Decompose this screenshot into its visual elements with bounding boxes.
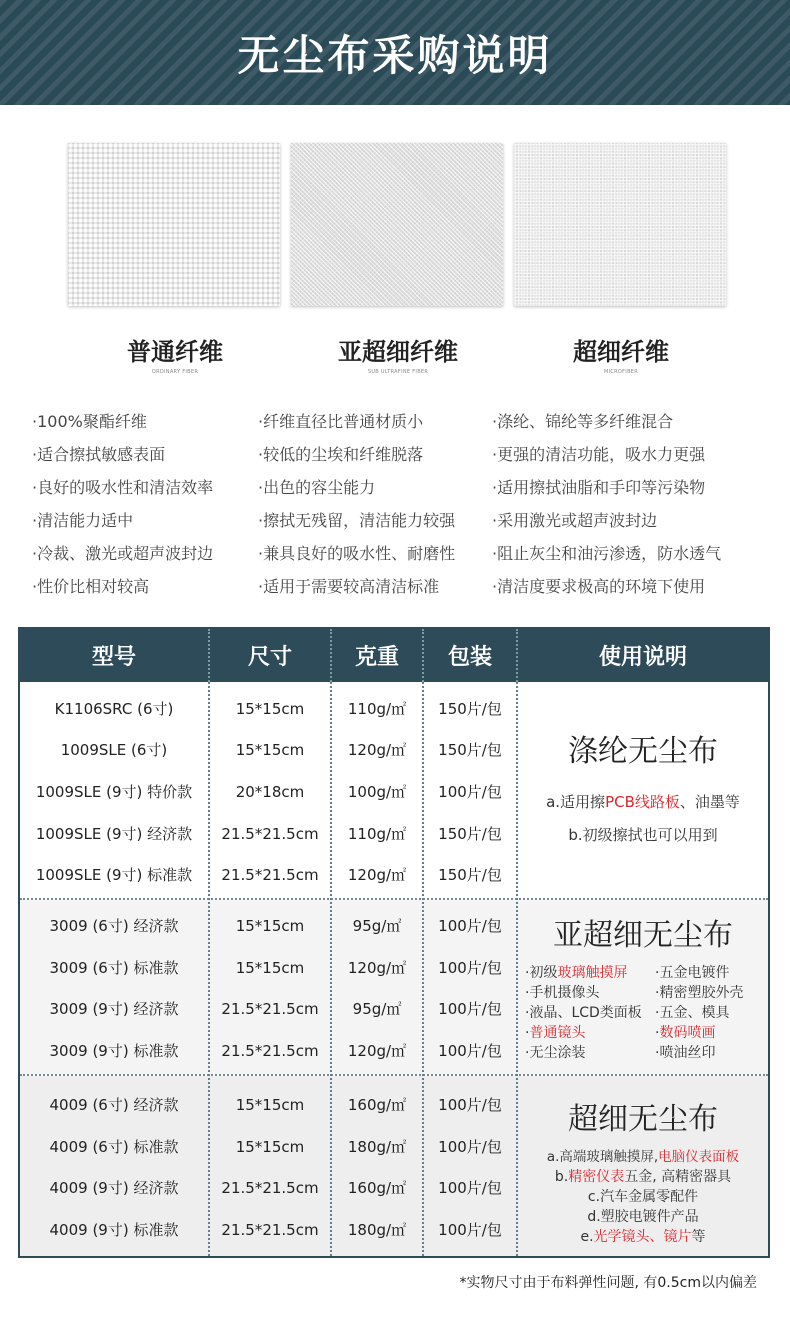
cell-size: 21.5*21.5cm bbox=[221, 866, 319, 884]
features-ordinary bbox=[32, 410, 213, 608]
usage-app-item: ·五金、模具 bbox=[655, 1005, 730, 1021]
cell-model: 1009SLE (9寸) 特价款 bbox=[35, 783, 193, 801]
feature-item: ·适用于需要较高清洁标准 bbox=[258, 577, 440, 596]
features-microfiber bbox=[492, 410, 721, 608]
cell-model: 4009 (6寸) 经济款 bbox=[49, 1096, 179, 1114]
cell-weight: 180g/㎡ bbox=[347, 1138, 407, 1156]
feature-item: ·兼具良好的吸水性、耐磨性 bbox=[258, 544, 456, 563]
usage-title-microfiber: 超细无尘布 bbox=[568, 1102, 718, 1137]
usage-app-item: ·手机摄像头 bbox=[525, 985, 600, 1001]
cell-size: 15*15cm bbox=[235, 1096, 305, 1114]
table-group-polyester bbox=[20, 682, 768, 899]
header-divider bbox=[330, 629, 332, 682]
usage-app-item: ·液晶、LCD类面板 bbox=[525, 1005, 642, 1021]
feature-item: ·冷裁、激光或超声波封边 bbox=[32, 544, 214, 563]
table-group-sub-ultrafine bbox=[20, 900, 768, 1074]
cell-model: 4009 (6寸) 标准款 bbox=[49, 1138, 179, 1156]
product-table bbox=[18, 627, 770, 1258]
cell-model: 3009 (9寸) 经济款 bbox=[49, 1000, 179, 1018]
cell-package: 100片/包 bbox=[438, 1042, 502, 1060]
fiber-subtitle-ordinary: ORDINARY FIBER bbox=[151, 369, 199, 375]
cell-size: 15*15cm bbox=[235, 741, 305, 759]
cell-model: 1009SLE (6寸) bbox=[60, 741, 168, 759]
usage-app-item: ·精密塑胶外壳 bbox=[655, 985, 744, 1001]
cell-package: 150片/包 bbox=[438, 700, 502, 718]
cell-size: 21.5*21.5cm bbox=[221, 1000, 319, 1018]
cell-model: 3009 (9寸) 标准款 bbox=[49, 1042, 179, 1060]
features-sub-ultrafine bbox=[258, 410, 455, 608]
feature-item: ·纤维直径比普通材质小 bbox=[258, 412, 424, 431]
cell-package: 100片/包 bbox=[438, 1221, 502, 1239]
fiber-title-sub-ultrafine: 亚超细纤维 bbox=[338, 338, 458, 366]
column-divider bbox=[422, 682, 424, 1256]
cell-weight: 120g/㎡ bbox=[347, 959, 407, 977]
cell-weight: 120g/㎡ bbox=[347, 741, 407, 759]
column-divider bbox=[516, 682, 518, 1256]
cell-weight: 95g/㎡ bbox=[352, 1000, 402, 1018]
usage-line-a: a.高端玻璃触摸屏,电脑仪表面板 bbox=[546, 1149, 740, 1165]
cell-size: 15*15cm bbox=[235, 917, 305, 935]
cell-package: 100片/包 bbox=[438, 1000, 502, 1018]
cell-package: 150片/包 bbox=[438, 825, 502, 843]
cell-size: 21.5*21.5cm bbox=[221, 1221, 319, 1239]
cell-package: 100片/包 bbox=[438, 917, 502, 935]
cell-size: 15*15cm bbox=[235, 959, 305, 977]
usage-app-item: ·初级玻璃触摸屏 bbox=[525, 965, 628, 981]
header-divider bbox=[422, 629, 424, 682]
footnote: *实物尺寸由于布料弹性问题, 有0.5cm以内偏差 bbox=[459, 1275, 757, 1291]
cell-weight: 160g/㎡ bbox=[347, 1096, 407, 1114]
header-size: 尺寸 bbox=[247, 645, 292, 670]
feature-item: ·100%聚酯纤维 bbox=[32, 412, 147, 431]
cell-model: 4009 (9寸) 标准款 bbox=[49, 1221, 179, 1239]
cell-weight: 120g/㎡ bbox=[347, 1042, 407, 1060]
cell-package: 100片/包 bbox=[438, 1179, 502, 1197]
usage-line-d: d.塑胶电镀件产品 bbox=[587, 1209, 699, 1225]
feature-item: ·采用激光或超声波封边 bbox=[492, 511, 658, 530]
table-group-microfiber bbox=[20, 1076, 768, 1256]
cell-model: 3009 (6寸) 经济款 bbox=[49, 917, 179, 935]
fiber-title-ordinary: 普通纤维 bbox=[127, 338, 223, 366]
page-title: 无尘布采购说明 bbox=[237, 30, 553, 80]
cell-package: 150片/包 bbox=[438, 741, 502, 759]
feature-item: ·良好的吸水性和清洁效率 bbox=[32, 478, 214, 497]
table-header bbox=[20, 629, 768, 682]
cell-size: 20*18cm bbox=[235, 783, 305, 801]
usage-line-pcb: a.适用擦PCB线路板、油墨等 bbox=[546, 793, 740, 811]
cell-package: 150片/包 bbox=[438, 866, 502, 884]
usage-title-polyester: 涤纶无尘布 bbox=[568, 734, 718, 769]
usage-app-item: ·数码喷画 bbox=[655, 1025, 716, 1041]
usage-app-item: ·普通镜头 bbox=[525, 1025, 586, 1041]
feature-item: ·更强的清洁功能，吸水力更强 bbox=[492, 445, 706, 464]
cell-weight: 120g/㎡ bbox=[347, 866, 407, 884]
cell-package: 100片/包 bbox=[438, 1096, 502, 1114]
feature-item: ·擦拭无残留，清洁能力较强 bbox=[258, 511, 456, 530]
fiber-subtitle-microfiber: MICROFIBER bbox=[603, 369, 639, 375]
cell-model: 1009SLE (9寸) 经济款 bbox=[35, 825, 193, 843]
cell-size: 21.5*21.5cm bbox=[221, 1179, 319, 1197]
feature-item: ·出色的容尘能力 bbox=[258, 478, 376, 497]
cell-size: 21.5*21.5cm bbox=[221, 825, 319, 843]
feature-item: ·适用擦拭油脂和手印等污染物 bbox=[492, 478, 706, 497]
cell-model: 3009 (6寸) 标准款 bbox=[49, 959, 179, 977]
header-divider bbox=[208, 629, 210, 682]
column-divider bbox=[330, 682, 332, 1256]
feature-item: ·较低的尘埃和纤维脱落 bbox=[258, 445, 424, 464]
sub-ultrafine-fiber-swatch bbox=[291, 143, 503, 306]
cell-weight: 160g/㎡ bbox=[347, 1179, 407, 1197]
feature-item: ·清洁能力适中 bbox=[32, 511, 134, 530]
usage-app-item: ·喷油丝印 bbox=[655, 1045, 716, 1061]
feature-item: ·清洁度要求极高的环境下使用 bbox=[492, 577, 706, 596]
cell-model: 1009SLE (9寸) 标准款 bbox=[35, 866, 193, 884]
header-usage: 使用说明 bbox=[598, 645, 687, 670]
feature-item: ·涤纶、锦纶等多纤维混合 bbox=[492, 412, 674, 431]
header-model: 型号 bbox=[91, 645, 136, 670]
usage-line-basic: b.初级擦拭也可以用到 bbox=[568, 826, 718, 844]
cell-weight: 110g/㎡ bbox=[347, 825, 407, 843]
usage-line-b: b.精密仪表五金, 高精密器具 bbox=[554, 1169, 732, 1185]
header-divider bbox=[516, 629, 518, 682]
cell-size: 21.5*21.5cm bbox=[221, 1042, 319, 1060]
header-banner bbox=[0, 0, 790, 105]
column-divider bbox=[208, 682, 210, 1256]
feature-item: ·性价比相对较高 bbox=[32, 577, 150, 596]
feature-item: ·适合擦拭敏感表面 bbox=[32, 445, 166, 464]
header-package: 包装 bbox=[447, 645, 492, 670]
cell-package: 100片/包 bbox=[438, 959, 502, 977]
microfiber-swatch bbox=[514, 143, 726, 306]
cell-weight: 110g/㎡ bbox=[347, 700, 407, 718]
usage-app-item: ·无尘涂装 bbox=[525, 1045, 586, 1061]
cell-size: 15*15cm bbox=[235, 700, 305, 718]
ordinary-fiber-swatch bbox=[68, 143, 280, 306]
cell-model: K1106SRC (6寸) bbox=[54, 700, 174, 718]
usage-line-c: c.汽车金属零配件 bbox=[587, 1189, 699, 1205]
cell-weight: 95g/㎡ bbox=[352, 917, 402, 935]
cell-package: 100片/包 bbox=[438, 783, 502, 801]
cell-size: 15*15cm bbox=[235, 1138, 305, 1156]
fiber-subtitle-sub-ultrafine: SUB ULTRAFINE FIBER bbox=[367, 369, 429, 375]
usage-title-sub-ultrafine: 亚超细无尘布 bbox=[553, 918, 733, 953]
cell-weight: 100g/㎡ bbox=[347, 783, 407, 801]
cell-model: 4009 (9寸) 经济款 bbox=[49, 1179, 179, 1197]
header-weight: 克重 bbox=[354, 645, 399, 670]
feature-item: ·阻止灰尘和油污渗透，防水透气 bbox=[492, 544, 722, 563]
usage-line-e: e.光学镜头、镜片等 bbox=[580, 1229, 706, 1245]
usage-app-item: ·五金电镀件 bbox=[655, 965, 730, 981]
fiber-title-microfiber: 超细纤维 bbox=[573, 338, 669, 366]
cell-package: 100片/包 bbox=[438, 1138, 502, 1156]
cell-weight: 180g/㎡ bbox=[347, 1221, 407, 1239]
